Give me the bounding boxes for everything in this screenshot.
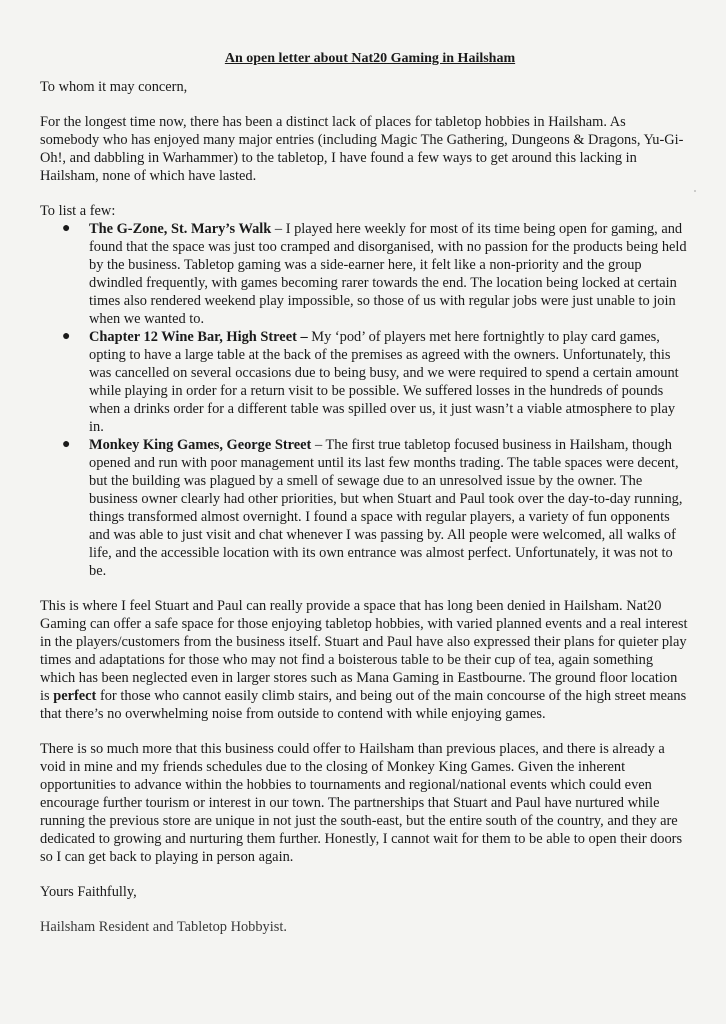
list-item — [40, 220, 688, 328]
list-item — [40, 328, 688, 436]
entry-separator: – — [311, 437, 326, 453]
conclusion-paragraph: There is so much more that this business could offer to Hailsham than previous places, and there is already a void in mine and my friends schedules due to the closing of Monkey King Games. Given the inherent opportunities to advance within the hobbies to tournaments and regional/national events which could even encourage further tourism or interest in our town. The partnerships that Stuart and Paul have nurtured while running the previous store are unique in not just the south-east, but the entire south of the country, and they are dedicated to growing and nurturing them further. Honestly, I cannot wait for them to be able to open their doors so I can get back to playing in person again. — [40, 741, 683, 865]
bullet-icon: ● — [62, 329, 71, 344]
greeting: To whom it may concern, — [40, 79, 188, 95]
support-paragraph — [40, 597, 688, 723]
venue-list — [40, 220, 688, 580]
bullet-icon: ● — [62, 221, 71, 236]
entry-heading: Chapter 12 Wine Bar, High Street – — [89, 329, 308, 345]
entry-text: My ‘pod’ of players met here fortnightly to play card games, opting to have a large table at the back of the premises as agreed with the owners. Unfortunately, this was cancelled on several occasions due to being busy, and we were required to spend a certain amount while playing in order for a return visit to be possible. We suffered losses in the hundreds of pounds when a drinks order for a different table was spilled over us, it just wasn’t a viable atmosphere to play in. — [89, 329, 679, 435]
entry-separator: – — [271, 221, 286, 237]
letter-title: An open letter about Nat20 Gaming in Hailsham — [224, 51, 516, 66]
list-item — [40, 436, 688, 580]
bullet-icon: ● — [62, 437, 71, 452]
intro-paragraph: For the longest time now, there has been a distinct lack of places for tabletop hobbies in Hailsham. As somebody who has enjoyed many major entries (including Magic The Gathering, Dungeons & Dragons, Yu-Gi-Oh!, and dabbling in Warhammer) to the tabletop, I have found a few ways to get around this lacking in Hailsham, none of which have lasted. — [40, 114, 684, 184]
entry-text: The first true tabletop focused business in Hailsham, though opened and run with poor management until its last few months trading. The table spaces were decent, but the building was plagued by a smell of sewage due to an unresolved issue by the owner. The business owner clearly had other priorities, but when Stuart and Paul took over the day-to-day running, things transformed almost overnight. I found a space with regular players, a variety of fun opponents and was able to just visit and chat whenever I was passing by. All people were welcomed, all walks of life, and the accessible location with its own entrance was almost perfect. Unfortunately, it was not to be. — [89, 437, 683, 579]
closing-line: Yours Faithfully, — [40, 884, 137, 900]
list-intro: To list a few: — [40, 203, 116, 219]
entry-heading: The G-Zone, St. Mary’s Walk — [89, 221, 272, 237]
support-text-after: for those who cannot easily climb stairs, and being out of the main concourse of the high street means that there’s no overwhelming noise from outside to contend with while enjoying games. — [40, 688, 687, 722]
signature-line: Hailsham Resident and Tabletop Hobbyist. — [40, 919, 287, 935]
support-text-before: This is where I feel Stuart and Paul can really provide a space that has long been denied in Hailsham. Nat20 Gaming can offer a safe space for those enjoying tabletop hobbies, with varied planned events and a real interest in the players/customers from the business itself. Stuart and Paul have also expressed their plans for quieter play times and adaptations for those who may not find a boisterous table to be their cup of tea, again something which has been neglected even in larger stores such as Mana Gaming in Eastbourne. The ground floor location is — [40, 598, 688, 704]
entry-text: I played here weekly for most of its time being open for gaming, and found that the space was just too cramped and disorganised, with no passion for the products being held by the business. Tabletop gaming was a side-earner here, it felt like a non-priority and the group dwindled frequently, with games becoming rarer towards the end. The location being locked at certain times also rendered weekend play impossible, so those of us with regular jobs were just unable to join when we wanted to. — [89, 221, 687, 327]
scan-speck — [694, 190, 696, 192]
emphasis-word: perfect — [53, 688, 97, 704]
entry-heading: Monkey King Games, George Street — [89, 437, 312, 453]
